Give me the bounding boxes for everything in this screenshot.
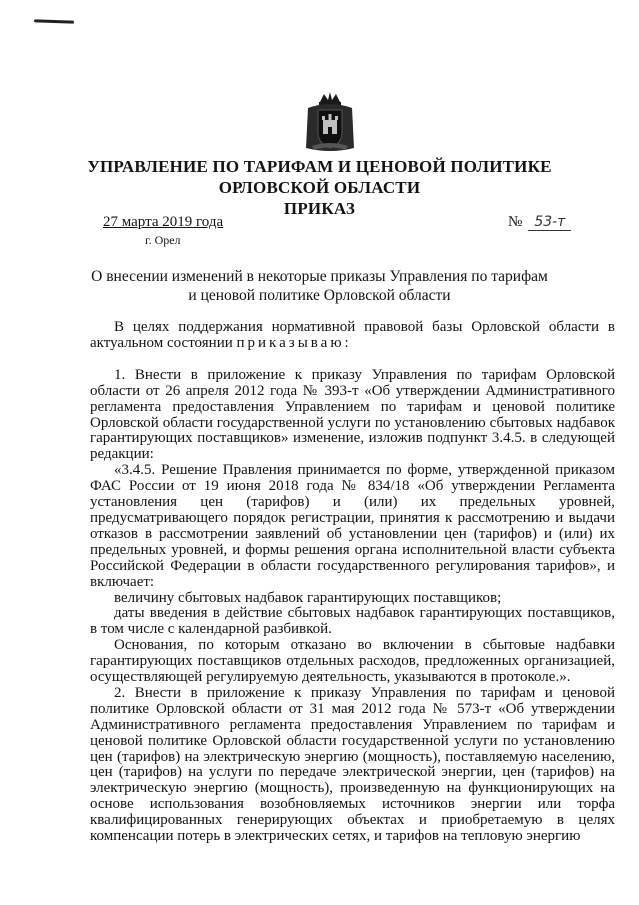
order-subject — [0, 267, 639, 305]
body-intro-action: приказываю: — [236, 334, 352, 351]
body-paragraph-5: Основания, по которым отказано во включении в сбытовые надбавки гарантирующих поставщиков отдельных расходов, предложенных организацией, осуществляющей регулируемую деятельность, указываются в протоколе.». — [90, 637, 615, 686]
order-body — [90, 320, 615, 845]
order-number-handwritten: 53-т — [528, 214, 571, 231]
body-paragraph-1: 1. Внести в приложение к приказу Управления по тарифам Орловской области от 26 апреля 2012 года № 393-т «Об утверждении Административного регламента предоставления Управлением по тарифам и ценовой политике Орловской области государственной услуги по установлению сбытовых надбавок гарантирующих поставщиков» изменение, изложив подпункт 3.4.5. в следующей редакции: — [90, 366, 615, 463]
body-intro — [90, 320, 615, 352]
scan-mark — [34, 19, 74, 23]
order-city: г. Орел — [145, 233, 181, 247]
order-date: 27 марта 2019 года — [103, 214, 224, 230]
body-intro-text: В целях поддержания нормативной правовой базы Орловской области в актуальном состоянии — [90, 319, 615, 351]
authority-name-line2: ОРЛОВСКОЙ ОБЛАСТИ — [218, 178, 421, 197]
body-paragraph-3: величину сбытовых надбавок гарантирующих поставщиков; — [114, 589, 502, 606]
order-subject-line2: и ценовой политике Орловской области — [188, 287, 451, 304]
document-type-title: ПРИКАЗ — [283, 199, 356, 218]
order-number-prefix: № — [508, 214, 523, 230]
orel-region-emblem-icon — [302, 90, 358, 154]
body-paragraph-6: 2. Внести в приложение к приказу Управления по тарифам и ценовой политике Орловской области от 31 мая 2012 года № 573-т «Об утверждении Административного регламента предоставления Управлением по тарифам и ценовой политике Орловской области государственной услуги по установлению цен (тарифов) на электрическую энергию (мощность), поставляемую населению, цен (тарифов) на услуги по передаче электрической энергии, цен (тарифов) на электрическую энергию (мощность), произведенную на функционирующих на основе использования возобновляемых источников энергии или торфа квалифицированных генерирующих объектах и приобретаемую в целях компенсации потерь в электрических сетях, и тарифов на тепловую энергию — [90, 684, 615, 845]
authority-name-line1: УПРАВЛЕНИЕ ПО ТАРИФАМ И ЦЕНОВОЙ ПОЛИТИКЕ — [87, 157, 552, 176]
body-paragraph-2: «3.4.5. Решение Правления принимается по форме, утвержденной приказом ФАС России от 19 июня 2018 года № 834/18 «Об утверждении Регламента установления цен (тарифов) и (или) их предельных уровней, предусматривающего порядок регистрации, принятия к рассмотрению и выдачи отказов в рассмотрении заявлений об установлении цен (тарифов) и (или) их предельных уровней, и формы решения органа исполнительной власти субъекта Российской Федерации в области государственного регулирования тарифов», и включает: — [90, 462, 615, 590]
body-paragraph-4: даты введения в действие сбытовых надбавок гарантирующих поставщиков, в том числе с календарной разбивкой. — [90, 605, 615, 638]
order-subject-line1: О внесении изменений в некоторые приказы Управления по тарифам — [91, 268, 548, 285]
order-number — [508, 214, 571, 231]
